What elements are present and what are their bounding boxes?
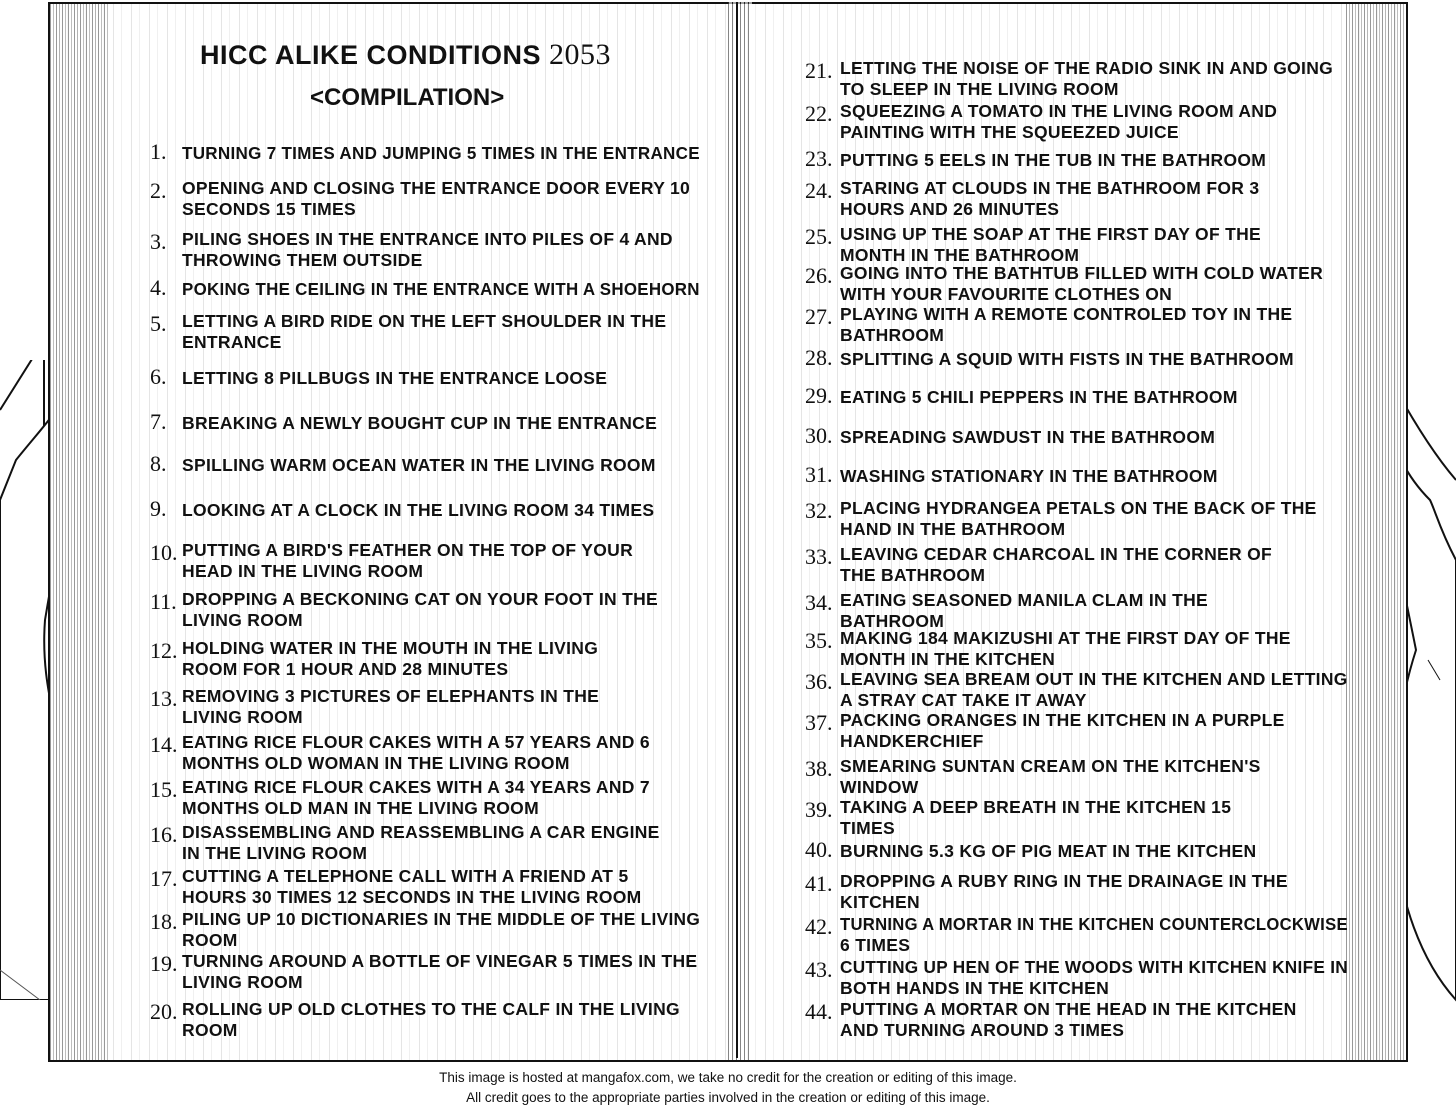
condition-number: 6. [150,364,167,389]
condition-text-line: POKING THE CEILING IN THE ENTRANCE WITH A SHOEHORN [182,279,700,299]
condition-text-line: PILING UP 10 DICTIONARIES IN THE MIDDLE OF THE LIVING [182,909,701,929]
condition-number: 20. [150,999,178,1024]
condition-text-line: PACKING ORANGES IN THE KITCHEN IN A PURPLE [840,710,1285,730]
book-spine [728,2,752,1060]
disclaimer-line-1: This image is hosted at mangafox.com, we take no credit for the creation or editing of this image. [439,1070,1017,1085]
condition-number: 22. [805,101,833,126]
left-page-edge [50,4,110,1060]
condition-number: 8. [150,451,167,476]
condition-text-line: TO SLEEP IN THE LIVING ROOM [840,79,1119,99]
condition-text-line: DROPPING A RUBY RING IN THE DRAINAGE IN THE [840,871,1288,891]
condition-text-line: LETTING 8 PILLBUGS IN THE ENTRANCE LOOSE [182,368,608,388]
condition-text-line: HEAD IN THE LIVING ROOM [182,561,424,581]
condition-number: 25. [805,224,833,249]
condition-text-line: LETTING A BIRD RIDE ON THE LEFT SHOULDER IN THE [182,311,667,331]
condition-number: 41. [805,871,833,896]
condition-text-line: THROWING THEM OUTSIDE [182,250,423,270]
condition-text-line: DISASSEMBLING AND REASSEMBLING A CAR ENGINE [182,822,660,842]
title-text: HICC ALIKE CONDITIONS [200,40,541,70]
condition-number: 37. [805,710,833,735]
condition-text-line: TURNING 7 TIMES AND JUMPING 5 TIMES IN THE ENTRANCE [182,143,700,163]
condition-number: 40. [805,837,833,862]
condition-number: 39. [805,797,833,822]
condition-text-line: STARING AT CLOUDS IN THE BATHROOM FOR 3 [840,178,1260,198]
condition-text-line: EATING RICE FLOUR CAKES WITH A 34 YEARS AND 7 [182,777,650,797]
condition-text-line: WINDOW [840,777,919,797]
condition-number: 12. [150,638,178,663]
condition-text-line: HANDKERCHIEF [840,731,984,751]
condition-number: 18. [150,909,178,934]
condition-text-line: DROPPING A BECKONING CAT ON YOUR FOOT IN THE [182,589,658,609]
condition-text-line: MONTH IN THE KITCHEN [840,649,1056,669]
condition-number: 5. [150,311,167,336]
condition-text-line: WITH YOUR FAVOURITE CLOTHES ON [840,284,1173,304]
condition-text-line: ENTRANCE [182,332,282,352]
condition-text-line: TURNING AROUND A BOTTLE OF VINEGAR 5 TIMES IN THE [182,951,698,971]
condition-text-line: PAINTING WITH THE SQUEEZED JUICE [840,122,1179,142]
page-subtitle: <COMPILATION> [310,84,505,111]
condition-text-line: MONTHS OLD WOMAN IN THE LIVING ROOM [182,753,570,773]
condition-text-line: OPENING AND CLOSING THE ENTRANCE DOOR EVERY 10 [182,178,691,198]
condition-text-line: SQUEEZING A TOMATO IN THE LIVING ROOM AND [840,101,1278,121]
condition-number: 32. [805,498,833,523]
condition-text-line: SPLITTING A SQUID WITH FISTS IN THE BATHROOM [840,349,1294,369]
condition-number: 31. [805,462,833,487]
condition-text-line: PLACING HYDRANGEA PETALS ON THE BACK OF THE [840,498,1317,518]
condition-text-line: PLAYING WITH A REMOTE CONTROLED TOY IN THE [840,304,1293,324]
condition-text-line: SPREADING SAWDUST IN THE BATHROOM [840,427,1216,447]
condition-text-line: GOING INTO THE BATHTUB FILLED WITH COLD WATER [840,263,1324,283]
condition-number: 9. [150,496,167,521]
condition-text-line: TAKING A DEEP BREATH IN THE KITCHEN 15 [840,797,1232,817]
condition-number: 30. [805,423,833,448]
condition-text-line: EATING 5 CHILI PEPPERS IN THE BATHROOM [840,387,1238,407]
condition-number: 35. [805,628,833,653]
condition-text-line: LETTING THE NOISE OF THE RADIO SINK IN AND GOING [840,58,1334,78]
condition-text-line: ROOM [182,930,238,950]
condition-text-line: CUTTING A TELEPHONE CALL WITH A FRIEND AT 5 [182,866,629,886]
condition-text-line: ROOM [182,1020,238,1040]
condition-number: 13. [150,686,178,711]
condition-text-line: CUTTING UP HEN OF THE WOODS WITH KITCHEN KNIFE IN [840,957,1349,977]
condition-number: 10. [150,540,178,565]
condition-text-line: TURNING A MORTAR IN THE KITCHEN COUNTERCLOCKWISE [840,914,1348,934]
condition-number: 42. [805,914,833,939]
condition-text-line: ROLLING UP OLD CLOTHES TO THE CALF IN THE LIVING [182,999,680,1019]
condition-number: 27. [805,304,833,329]
condition-text-line: PUTTING A MORTAR ON THE HEAD IN THE KITCHEN [840,999,1297,1019]
condition-number: 2. [150,178,167,203]
condition-text-line: MAKING 184 MAKIZUSHI AT THE FIRST DAY OF THE [840,628,1291,648]
condition-number: 38. [805,756,833,781]
condition-number: 14. [150,732,178,757]
condition-text-line: IN THE LIVING ROOM [182,843,368,863]
condition-text-line: USING UP THE SOAP AT THE FIRST DAY OF THE [840,224,1262,244]
condition-number: 15. [150,777,178,802]
condition-text-line: HOLDING WATER IN THE MOUTH IN THE LIVING [182,638,599,658]
condition-text-line: MONTH IN THE BATHROOM [840,245,1080,265]
condition-number: 1. [150,139,167,164]
condition-text-line: HOURS 30 TIMES 12 SECONDS IN THE LIVING ROOM [182,887,642,907]
condition-number: 26. [805,263,833,288]
condition-number: 43. [805,957,833,982]
condition-text-line: ROOM FOR 1 HOUR AND 28 MINUTES [182,659,509,679]
condition-text-line: PUTTING A BIRD'S FEATHER ON THE TOP OF YOUR [182,540,634,560]
condition-number: 28. [805,345,833,370]
hosting-disclaimer [0,1068,1456,1108]
condition-text-line: WASHING STATIONARY IN THE BATHROOM [840,466,1218,486]
condition-text-line: BATHROOM [840,611,945,631]
condition-number: 29. [805,383,833,408]
condition-number: 7. [150,409,167,434]
condition-text-line: 6 TIMES [840,935,911,955]
condition-text-line: LOOKING AT A CLOCK IN THE LIVING ROOM 34 TIMES [182,500,655,520]
condition-number: 4. [150,275,167,300]
condition-text-line: MONTHS OLD MAN IN THE LIVING ROOM [182,798,539,818]
spine-divider [736,2,738,1058]
condition-number: 16. [150,822,178,847]
condition-text-line: BREAKING A NEWLY BOUGHT CUP IN THE ENTRANCE [182,413,658,433]
title-year: 2053 [549,38,612,71]
condition-text-line: HAND IN THE BATHROOM [840,519,1066,539]
condition-text-line: LIVING ROOM [182,972,303,992]
condition-text-line: BURNING 5.3 KG OF PIG MEAT IN THE KITCHEN [840,841,1257,861]
page-title [200,38,611,72]
condition-number: 44. [805,999,833,1024]
condition-text-line: HOURS AND 26 MINUTES [840,199,1060,219]
condition-text-line: BOTH HANDS IN THE KITCHEN [840,978,1110,998]
condition-number: 24. [805,178,833,203]
condition-number: 33. [805,544,833,569]
condition-text-line: REMOVING 3 PICTURES OF ELEPHANTS IN THE [182,686,600,706]
condition-text-line: SMEARING SUNTAN CREAM ON THE KITCHEN'S [840,756,1261,776]
condition-text-line: PILING SHOES IN THE ENTRANCE INTO PILES OF 4 AND [182,229,673,249]
right-page-edge [1346,4,1406,1060]
condition-text-line: TIMES [840,818,895,838]
condition-text-line: LEAVING CEDAR CHARCOAL IN THE CORNER OF [840,544,1273,564]
condition-text-line: A STRAY CAT TAKE IT AWAY [840,690,1087,710]
condition-number: 36. [805,669,833,694]
condition-number: 17. [150,866,178,891]
condition-text-line: BATHROOM [840,325,945,345]
condition-number: 23. [805,146,833,171]
condition-number: 19. [150,951,178,976]
disclaimer-line-2: All credit goes to the appropriate parties involved in the creation or editing of this image. [466,1090,990,1105]
condition-text-line: LEAVING SEA BREAM OUT IN THE KITCHEN AND LETTING [840,669,1348,689]
condition-text-line: LIVING ROOM [182,610,303,630]
condition-text-line: KITCHEN [840,892,920,912]
condition-text-line: EATING RICE FLOUR CAKES WITH A 57 YEARS AND 6 [182,732,650,752]
condition-text-line: LIVING ROOM [182,707,303,727]
condition-number: 11. [150,589,177,614]
condition-text-line: EATING SEASONED MANILA CLAM IN THE [840,590,1208,610]
condition-number: 21. [805,58,833,83]
condition-text-line: PUTTING 5 EELS IN THE TUB IN THE BATHROOM [840,150,1267,170]
condition-number: 34. [805,590,833,615]
condition-text-line: SECONDS 15 TIMES [182,199,357,219]
condition-text-line: AND TURNING AROUND 3 TIMES [840,1020,1125,1040]
condition-number: 3. [150,229,167,254]
condition-text-line: SPILLING WARM OCEAN WATER IN THE LIVING ROOM [182,455,656,475]
condition-text-line: THE BATHROOM [840,565,986,585]
